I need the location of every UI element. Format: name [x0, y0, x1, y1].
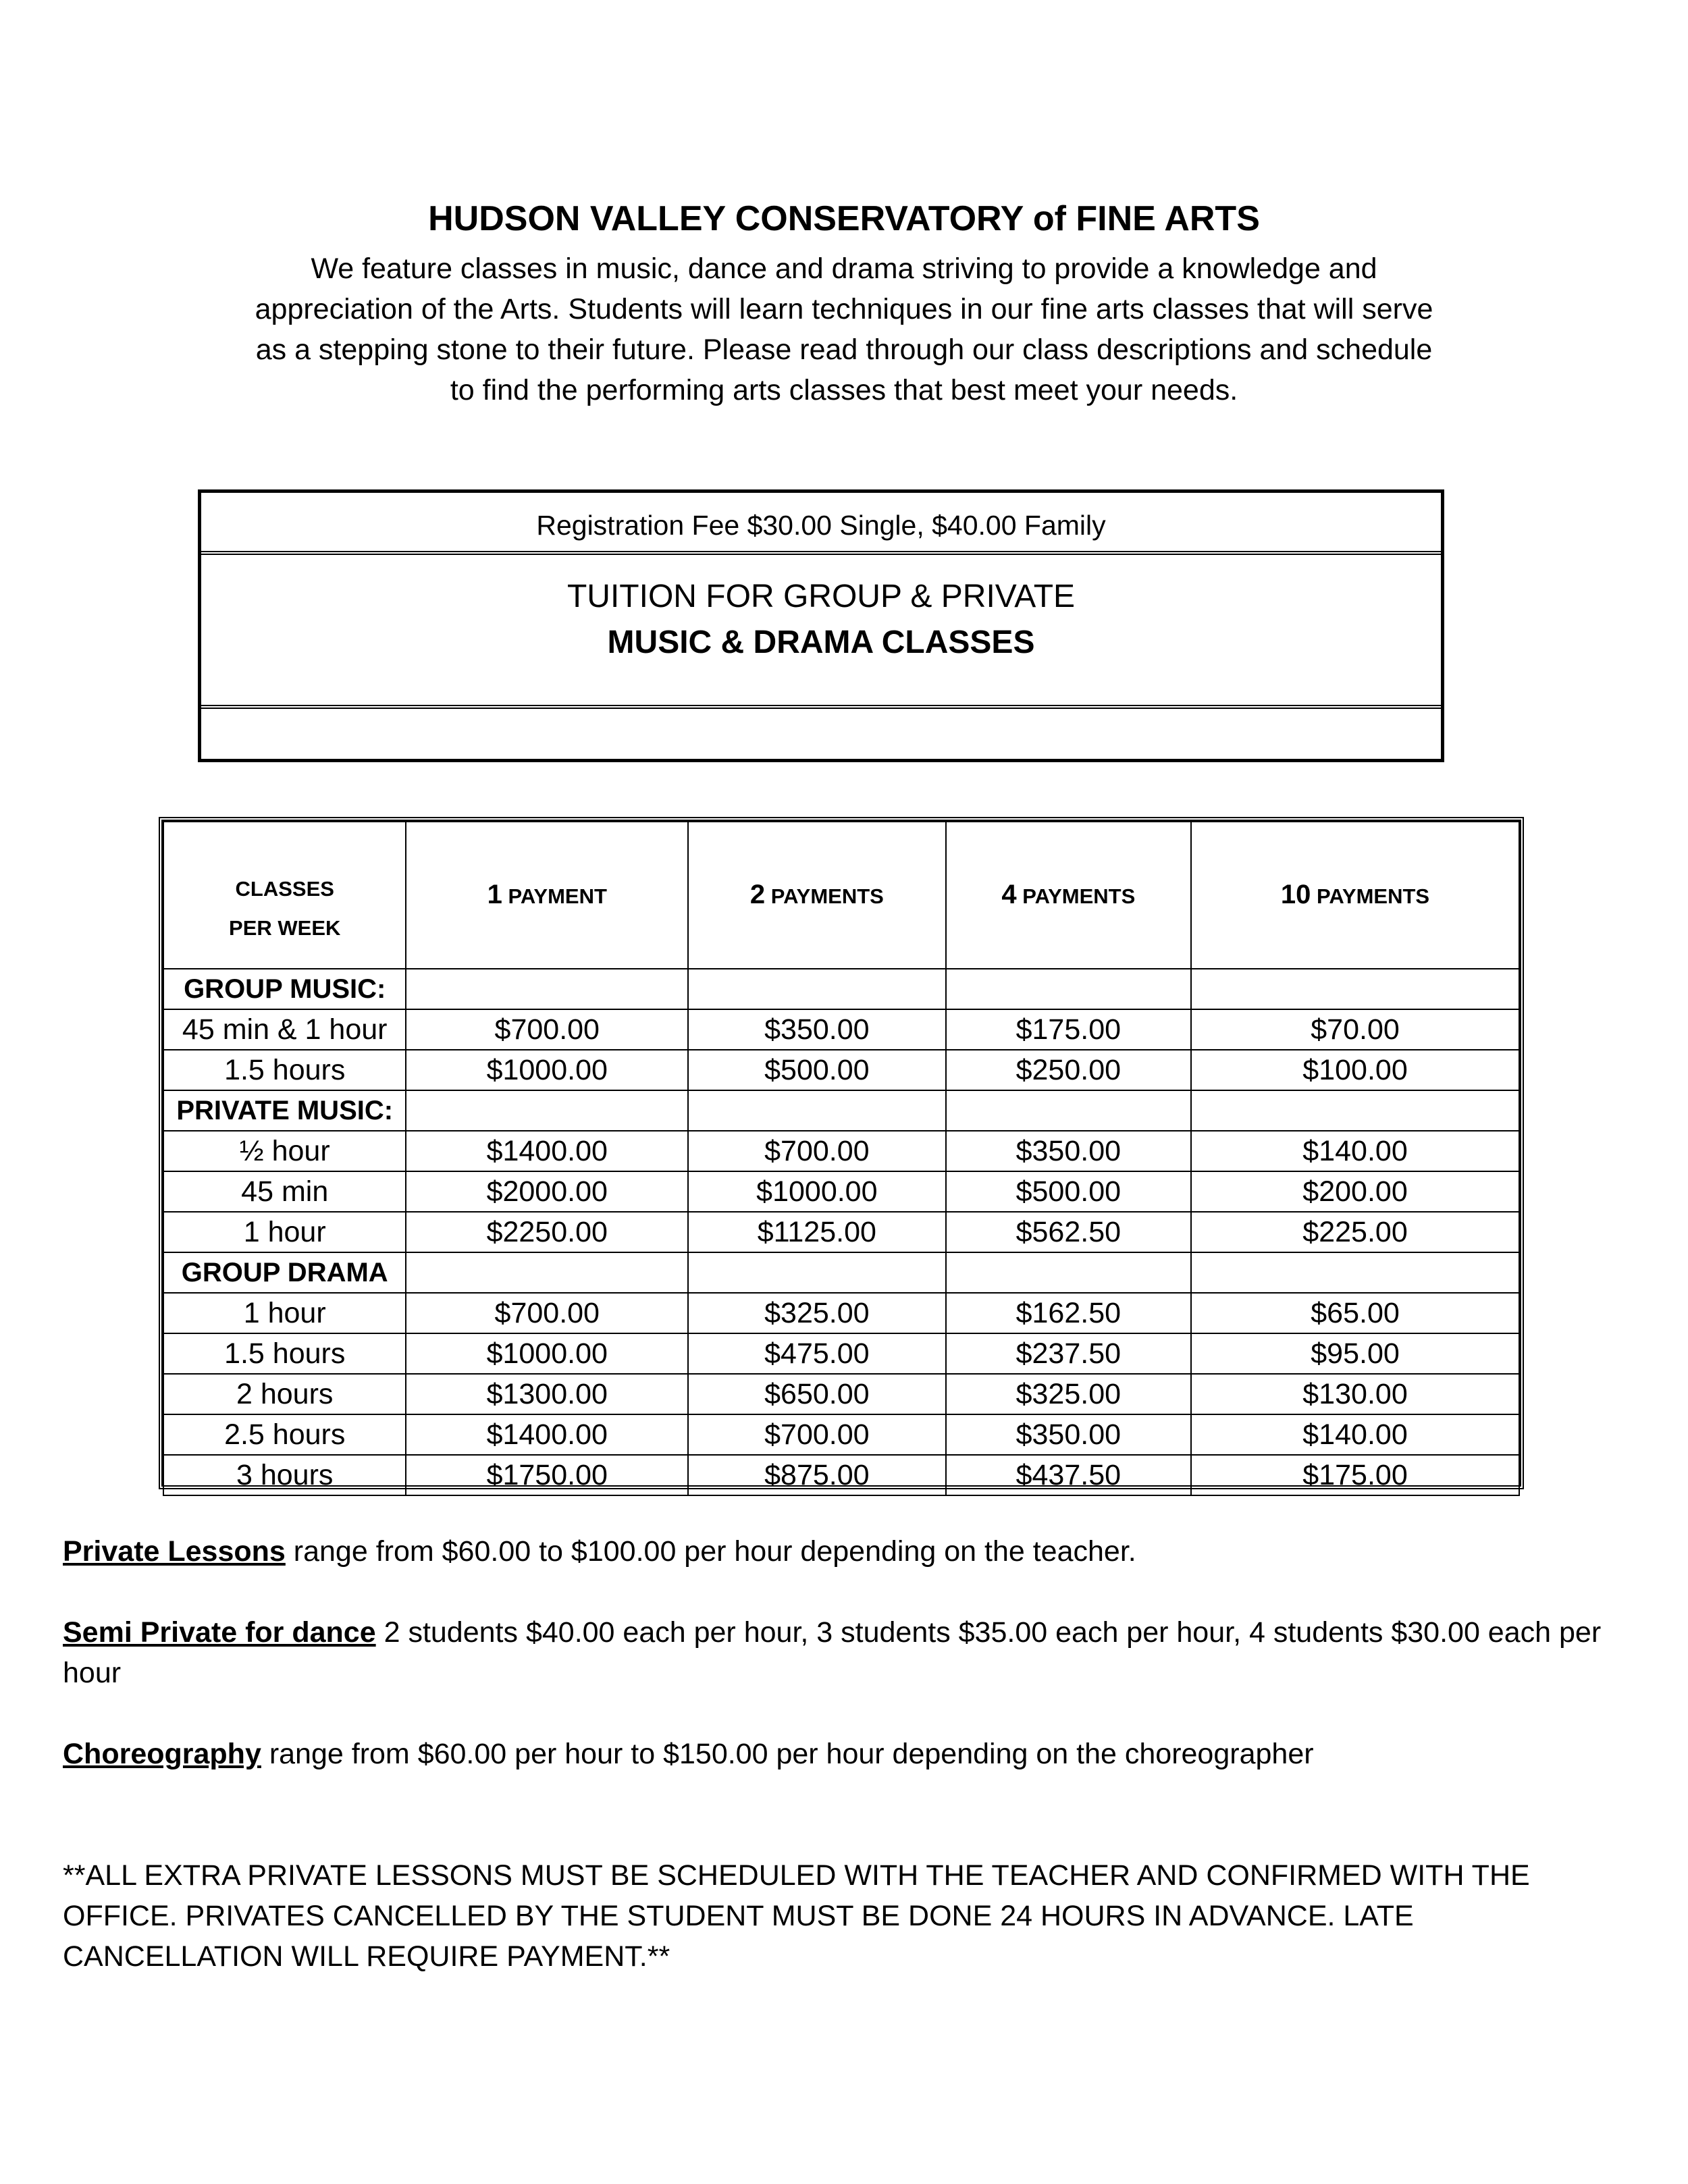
- tuition-table: [159, 817, 1524, 1489]
- price-cell: $500.00: [688, 1050, 946, 1090]
- price-cell: $325.00: [688, 1293, 946, 1333]
- price-cell: $437.50: [946, 1455, 1191, 1495]
- header-2-num: 2: [749, 879, 766, 909]
- semi-private-text: 2 students $40.00 each per hour, 3 students $35.00 each per hour, 4 students $30.00 each per hour: [63, 1616, 1602, 1689]
- table-row: [163, 1009, 1519, 1050]
- header-1-payment: [406, 822, 688, 969]
- duration-cell: 1 hour: [163, 1212, 406, 1252]
- price-cell: $500.00: [946, 1171, 1191, 1212]
- empty-cell: [688, 1090, 946, 1131]
- table-row: [163, 1050, 1519, 1090]
- price-cell: $140.00: [1191, 1414, 1519, 1455]
- choreography-note: [63, 1734, 1636, 1774]
- duration-cell: 1.5 hours: [163, 1050, 406, 1090]
- price-cell: $1750.00: [406, 1455, 688, 1495]
- header-2-payments: [688, 822, 946, 969]
- price-cell: $250.00: [946, 1050, 1191, 1090]
- duration-cell: 3 hours: [163, 1455, 406, 1495]
- price-cell: $650.00: [688, 1374, 946, 1414]
- choreography-text: range from $60.00 per hour to $150.00 per hour depending on the choreographer: [261, 1738, 1314, 1770]
- intro-paragraph: We feature classes in music, dance and drama striving to provide a knowledge and appreciation of the Arts. Students will learn techniques in our fine arts classes that will serve as a stepping stone to their future. Please read through our class descriptions and schedule to find the performing arts classes that best meet your needs.: [255, 252, 1433, 406]
- empty-cell: [1191, 1252, 1519, 1293]
- table-row: [163, 1171, 1519, 1212]
- private-lessons-text: range from $60.00 to $100.00 per hour depending on the teacher.: [285, 1535, 1136, 1568]
- duration-cell: ½ hour: [163, 1131, 406, 1171]
- section-row: [163, 969, 1519, 1009]
- table-row: [163, 1414, 1519, 1455]
- table-row: [163, 1333, 1519, 1374]
- price-cell: $475.00: [688, 1333, 946, 1374]
- price-cell: $700.00: [406, 1293, 688, 1333]
- header-4-label: PAYMENTS: [1022, 884, 1136, 908]
- header-4-num: 4: [1001, 879, 1017, 909]
- price-cell: $350.00: [946, 1131, 1191, 1171]
- price-cell: $130.00: [1191, 1374, 1519, 1414]
- price-cell: $95.00: [1191, 1333, 1519, 1374]
- duration-cell: 2 hours: [163, 1374, 406, 1414]
- price-cell: $100.00: [1191, 1050, 1519, 1090]
- price-cell: $1000.00: [406, 1050, 688, 1090]
- header-10-label: PAYMENTS: [1317, 884, 1430, 908]
- price-cell: $1300.00: [406, 1374, 688, 1414]
- fee-box: [198, 489, 1444, 762]
- notes-section: [63, 1531, 1636, 2017]
- price-cell: $700.00: [688, 1131, 946, 1171]
- tuition-heading-line1: TUITION FOR GROUP & PRIVATE: [566, 579, 1076, 614]
- semi-private-note: [63, 1612, 1636, 1693]
- tuition-heading: [201, 555, 1441, 709]
- section-title: GROUP MUSIC:: [163, 969, 406, 1009]
- section-title: PRIVATE MUSIC:: [163, 1090, 406, 1131]
- choreography-label: Choreography: [63, 1738, 261, 1770]
- duration-cell: 2.5 hours: [163, 1414, 406, 1455]
- empty-cell: [946, 1252, 1191, 1293]
- header-2-label: PAYMENTS: [770, 884, 884, 908]
- empty-cell: [1191, 969, 1519, 1009]
- section-row: [163, 1252, 1519, 1293]
- table-header-row: [163, 822, 1519, 969]
- price-cell: $237.50: [946, 1333, 1191, 1374]
- price-cell: $2000.00: [406, 1171, 688, 1212]
- duration-cell: 45 min: [163, 1171, 406, 1212]
- section-row: [163, 1090, 1519, 1131]
- empty-cell: [688, 1252, 946, 1293]
- private-lessons-note: [63, 1531, 1636, 1572]
- price-cell: $1400.00: [406, 1414, 688, 1455]
- header-classes-line2: PER WEEK: [229, 916, 341, 940]
- empty-cell: [406, 1090, 688, 1131]
- duration-cell: 1.5 hours: [163, 1333, 406, 1374]
- table-row: [163, 1131, 1519, 1171]
- header-1-label: PAYMENT: [508, 884, 607, 908]
- header-classes-per-week: [163, 822, 406, 969]
- header-10-num: 10: [1280, 879, 1311, 909]
- empty-cell: [406, 1252, 688, 1293]
- price-cell: $325.00: [946, 1374, 1191, 1414]
- price-cell: $700.00: [406, 1009, 688, 1050]
- tuition-heading-line2: MUSIC & DRAMA CLASSES: [607, 624, 1035, 660]
- price-cell: $70.00: [1191, 1009, 1519, 1050]
- price-cell: $700.00: [688, 1414, 946, 1455]
- price-cell: $1400.00: [406, 1131, 688, 1171]
- price-cell: $2250.00: [406, 1212, 688, 1252]
- semi-private-label: Semi Private for dance: [63, 1616, 376, 1649]
- empty-cell: [1191, 1090, 1519, 1131]
- price-cell: $1000.00: [406, 1333, 688, 1374]
- price-cell: $350.00: [946, 1414, 1191, 1455]
- header-10-payments: [1191, 822, 1519, 969]
- private-lessons-label: Private Lessons: [63, 1535, 286, 1568]
- empty-cell: [946, 1090, 1191, 1131]
- table-row: [163, 1293, 1519, 1333]
- price-cell: $140.00: [1191, 1131, 1519, 1171]
- price-cell: $875.00: [688, 1455, 946, 1495]
- table-row: [163, 1374, 1519, 1414]
- price-cell: $1125.00: [688, 1212, 946, 1252]
- price-cell: $200.00: [1191, 1171, 1519, 1212]
- price-cell: $225.00: [1191, 1212, 1519, 1252]
- price-cell: $1000.00: [688, 1171, 946, 1212]
- empty-cell: [688, 969, 946, 1009]
- price-cell: $175.00: [1191, 1455, 1519, 1495]
- duration-cell: 45 min & 1 hour: [163, 1009, 406, 1050]
- table-row: [163, 1455, 1519, 1495]
- table-row: [163, 1212, 1519, 1252]
- price-cell: $562.50: [946, 1212, 1191, 1252]
- section-title: GROUP DRAMA: [163, 1252, 406, 1293]
- empty-cell: [946, 969, 1191, 1009]
- price-cell: $350.00: [688, 1009, 946, 1050]
- price-cell: $175.00: [946, 1009, 1191, 1050]
- duration-cell: 1 hour: [163, 1293, 406, 1333]
- empty-cell: [406, 969, 688, 1009]
- header-1-num: 1: [487, 879, 502, 909]
- page-title: HUDSON VALLEY CONSERVATORY of FINE ARTS: [428, 199, 1260, 238]
- cancellation-warning: **ALL EXTRA PRIVATE LESSONS MUST BE SCHEDULED WITH THE TEACHER AND CONFIRMED WITH THE OFFICE. PRIVATES CANCELLED BY THE STUDENT MUST BE DONE 24 HOURS IN ADVANCE. LATE CANCELLATION WILL REQUIRE PAYMENT.**: [63, 1859, 1530, 1973]
- price-cell: $65.00: [1191, 1293, 1519, 1333]
- header-4-payments: [946, 822, 1191, 969]
- registration-fee: Registration Fee $30.00 Single, $40.00 Family: [201, 493, 1441, 555]
- header-classes-line1: CLASSES: [235, 877, 334, 901]
- price-cell: $162.50: [946, 1293, 1191, 1333]
